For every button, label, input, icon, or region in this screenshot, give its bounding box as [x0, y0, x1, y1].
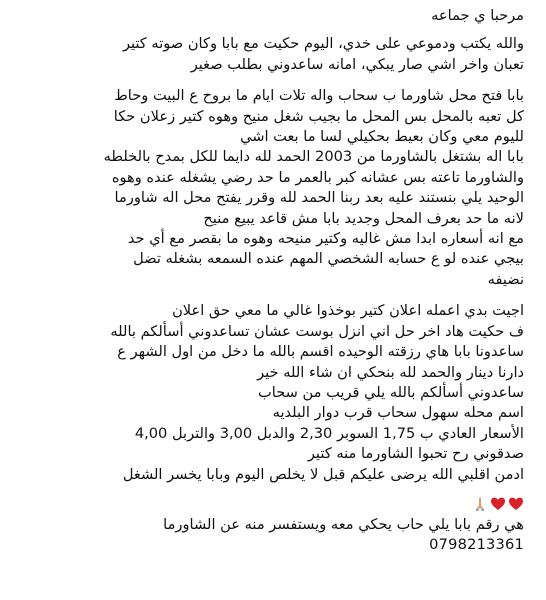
post-closing-line: هي رقم بابا يلي حاب يحكي معه ويستفسر منه عن الشاورما: [163, 515, 524, 533]
post-line: ادمن اقلبي الله يرضى عليكم قبل لا يخلص اليوم وبابا يخسر الشغل: [122, 465, 524, 483]
post-line: الوحيد يلي بنستند عليه بعد ربنا الحمد لله وقرر يفتح محل اله شاورما: [114, 189, 524, 207]
post-line: ساعدوني أسألكم بالله يلي قريب من سحاب: [258, 383, 524, 401]
emoji-row: [22, 493, 524, 515]
post-line: بيجي عنده لو ع حسابه الشخصي المهم عنده السمعه بشغله تضل: [133, 250, 524, 268]
spacer: [22, 75, 524, 86]
post-line: لانه ما حد بعرف المحل وجديد بابا مش قاعد يبيع منيح: [203, 209, 524, 227]
spacer: [22, 485, 524, 493]
post-line: كل تعبه بالمحل بس المحل ما بجيب شغل منيح وهوه كتير زعلان حكا: [113, 107, 524, 125]
post-line: اجيت بدي اعمله اعلان كتير بوخذوا غالي ما معي حق اعلان: [172, 302, 524, 320]
post-prices-line: الأسعار العادي ب 1,75 السوبر 2,30 والدبل 3,00 والتربل 4,00: [134, 424, 524, 442]
post-line: دارنا دينار والحمد لله بنحكي ان شاء الله خير: [257, 363, 524, 381]
post-line: والله يكتب ودموعي على خدي، اليوم حكيت مع بابا وكان صوته كتير: [122, 35, 524, 53]
spacer: [22, 26, 524, 34]
praying-hands-icon: [472, 496, 488, 512]
post-line: بابا اله بشتغل بالشاورما من 2003 الحمد لله دايما للكل بمدح بالخلطه: [103, 148, 524, 166]
phone-number[interactable]: 0798213361: [429, 536, 524, 554]
post-line: نضيفه: [487, 270, 524, 288]
post-line: والشاورما تاعته بس عشانه كبر بالعمر ما حد رضي يشغله عنده وهوه: [111, 168, 524, 186]
post-line: لليوم معي وكان بعيط بحكيلي لسا ما بعت اشي: [240, 128, 524, 146]
red-heart-icon: [508, 496, 524, 512]
post-line: بابا فتح محل شاورما ب سحاب واله تلات ايام ما بروح ع البيت وحاط: [114, 87, 524, 105]
spacer: [22, 290, 524, 301]
post-line: صدقوني رح تحبوا الشاورما منه كتير: [307, 445, 524, 463]
red-heart-icon: [490, 496, 506, 512]
post-line: اسم محله سهول سحاب قرب دوار البلديه: [272, 404, 524, 422]
post-line: ساعدونا بابا هاي رزقته الوحيده اقسم بالله ما دخل من اول الشهر ع: [117, 343, 524, 361]
post-line: ف حكيت هاد اخر حل اني انزل بوست عشان تساعدوني أسألكم بالله: [110, 322, 524, 340]
post-greeting: مرحبا ي جماعه: [431, 7, 524, 24]
post-line: مع انه أسعاره ابدا مش غاليه وكتير منيحه وهوه ما بقصر مع أي حد: [127, 230, 524, 248]
post-line: تعبان واخر اشي صار يبكي، امانه ساعدوني بطلب صغير: [190, 55, 524, 73]
